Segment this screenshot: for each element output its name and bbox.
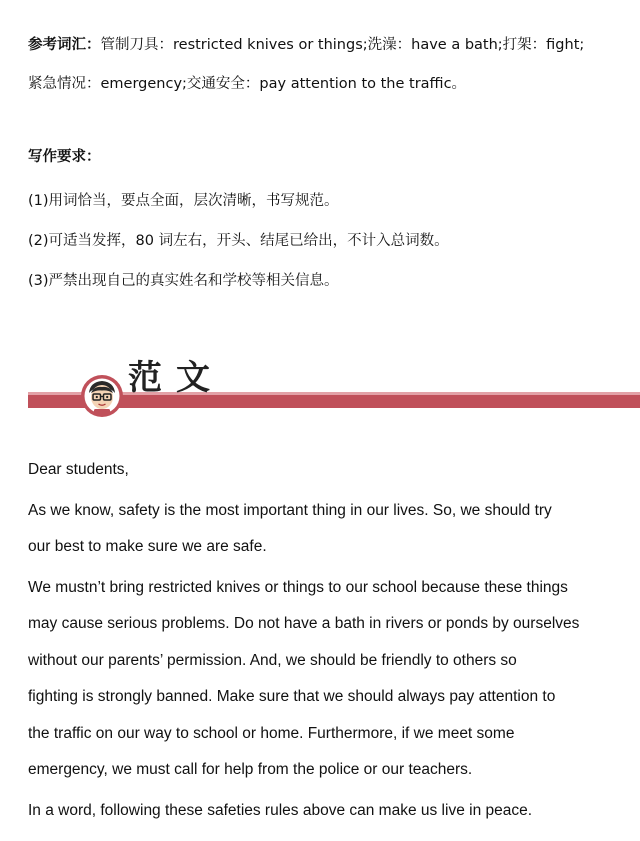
essay-line: without our parents’ permission. And, we should be friendly to others so (28, 651, 517, 669)
requirements-title: 写作要求： (28, 149, 101, 165)
requirement-item: (1)用词恰当，要点全面，层次清晰，书写规范。 (28, 193, 339, 209)
vocab-label: 参考词汇： (28, 37, 101, 53)
essay-line: the traffic on our way to school or home. Furthermore, if we meet some (28, 724, 515, 742)
essay-line: may cause serious problems. Do not have a bath in rivers or ponds by ourselves (28, 615, 580, 632)
essay-paragraph-2 (28, 570, 618, 789)
essay-line: As we know, safety is the most important thing in our lives. So, we should try (28, 501, 552, 519)
student-avatar-icon (80, 374, 124, 418)
essay-salutation: Dear students, (28, 461, 129, 478)
essay-paragraph-1 (28, 493, 618, 566)
model-essay (28, 452, 618, 829)
essay-paragraph-3 (28, 793, 618, 830)
requirement-item: (3)严禁出现自己的真实姓名和学校等相关信息。 (28, 273, 339, 289)
essay-line: In a word, following these safeties rules above can make us live in peace. (28, 801, 533, 819)
vocabulary-reference (28, 26, 628, 104)
vocab-line-1 (28, 26, 628, 65)
essay-line: emergency, we must call for help from the police or our teachers. (28, 761, 473, 778)
model-essay-title: 范文 (128, 358, 224, 398)
essay-line: We mustn’t bring restricted knives or things to our school because these things (28, 578, 568, 596)
vocab-line-2: 紧急情况：emergency;交通安全：pay attention to the traffic。 (28, 76, 467, 92)
vocab-text-1: 管制刀具：restricted knives or things;洗澡：have a bath;打架：fight; (100, 37, 585, 53)
essay-line: fighting is strongly banned. Make sure that we should always pay attention to (28, 688, 556, 705)
essay-line: our best to make sure we are safe. (28, 538, 267, 555)
requirement-item: (2)可适当发挥，80 词左右，开头、结尾已给出，不计入总词数。 (28, 233, 449, 249)
requirements-list (28, 181, 449, 301)
